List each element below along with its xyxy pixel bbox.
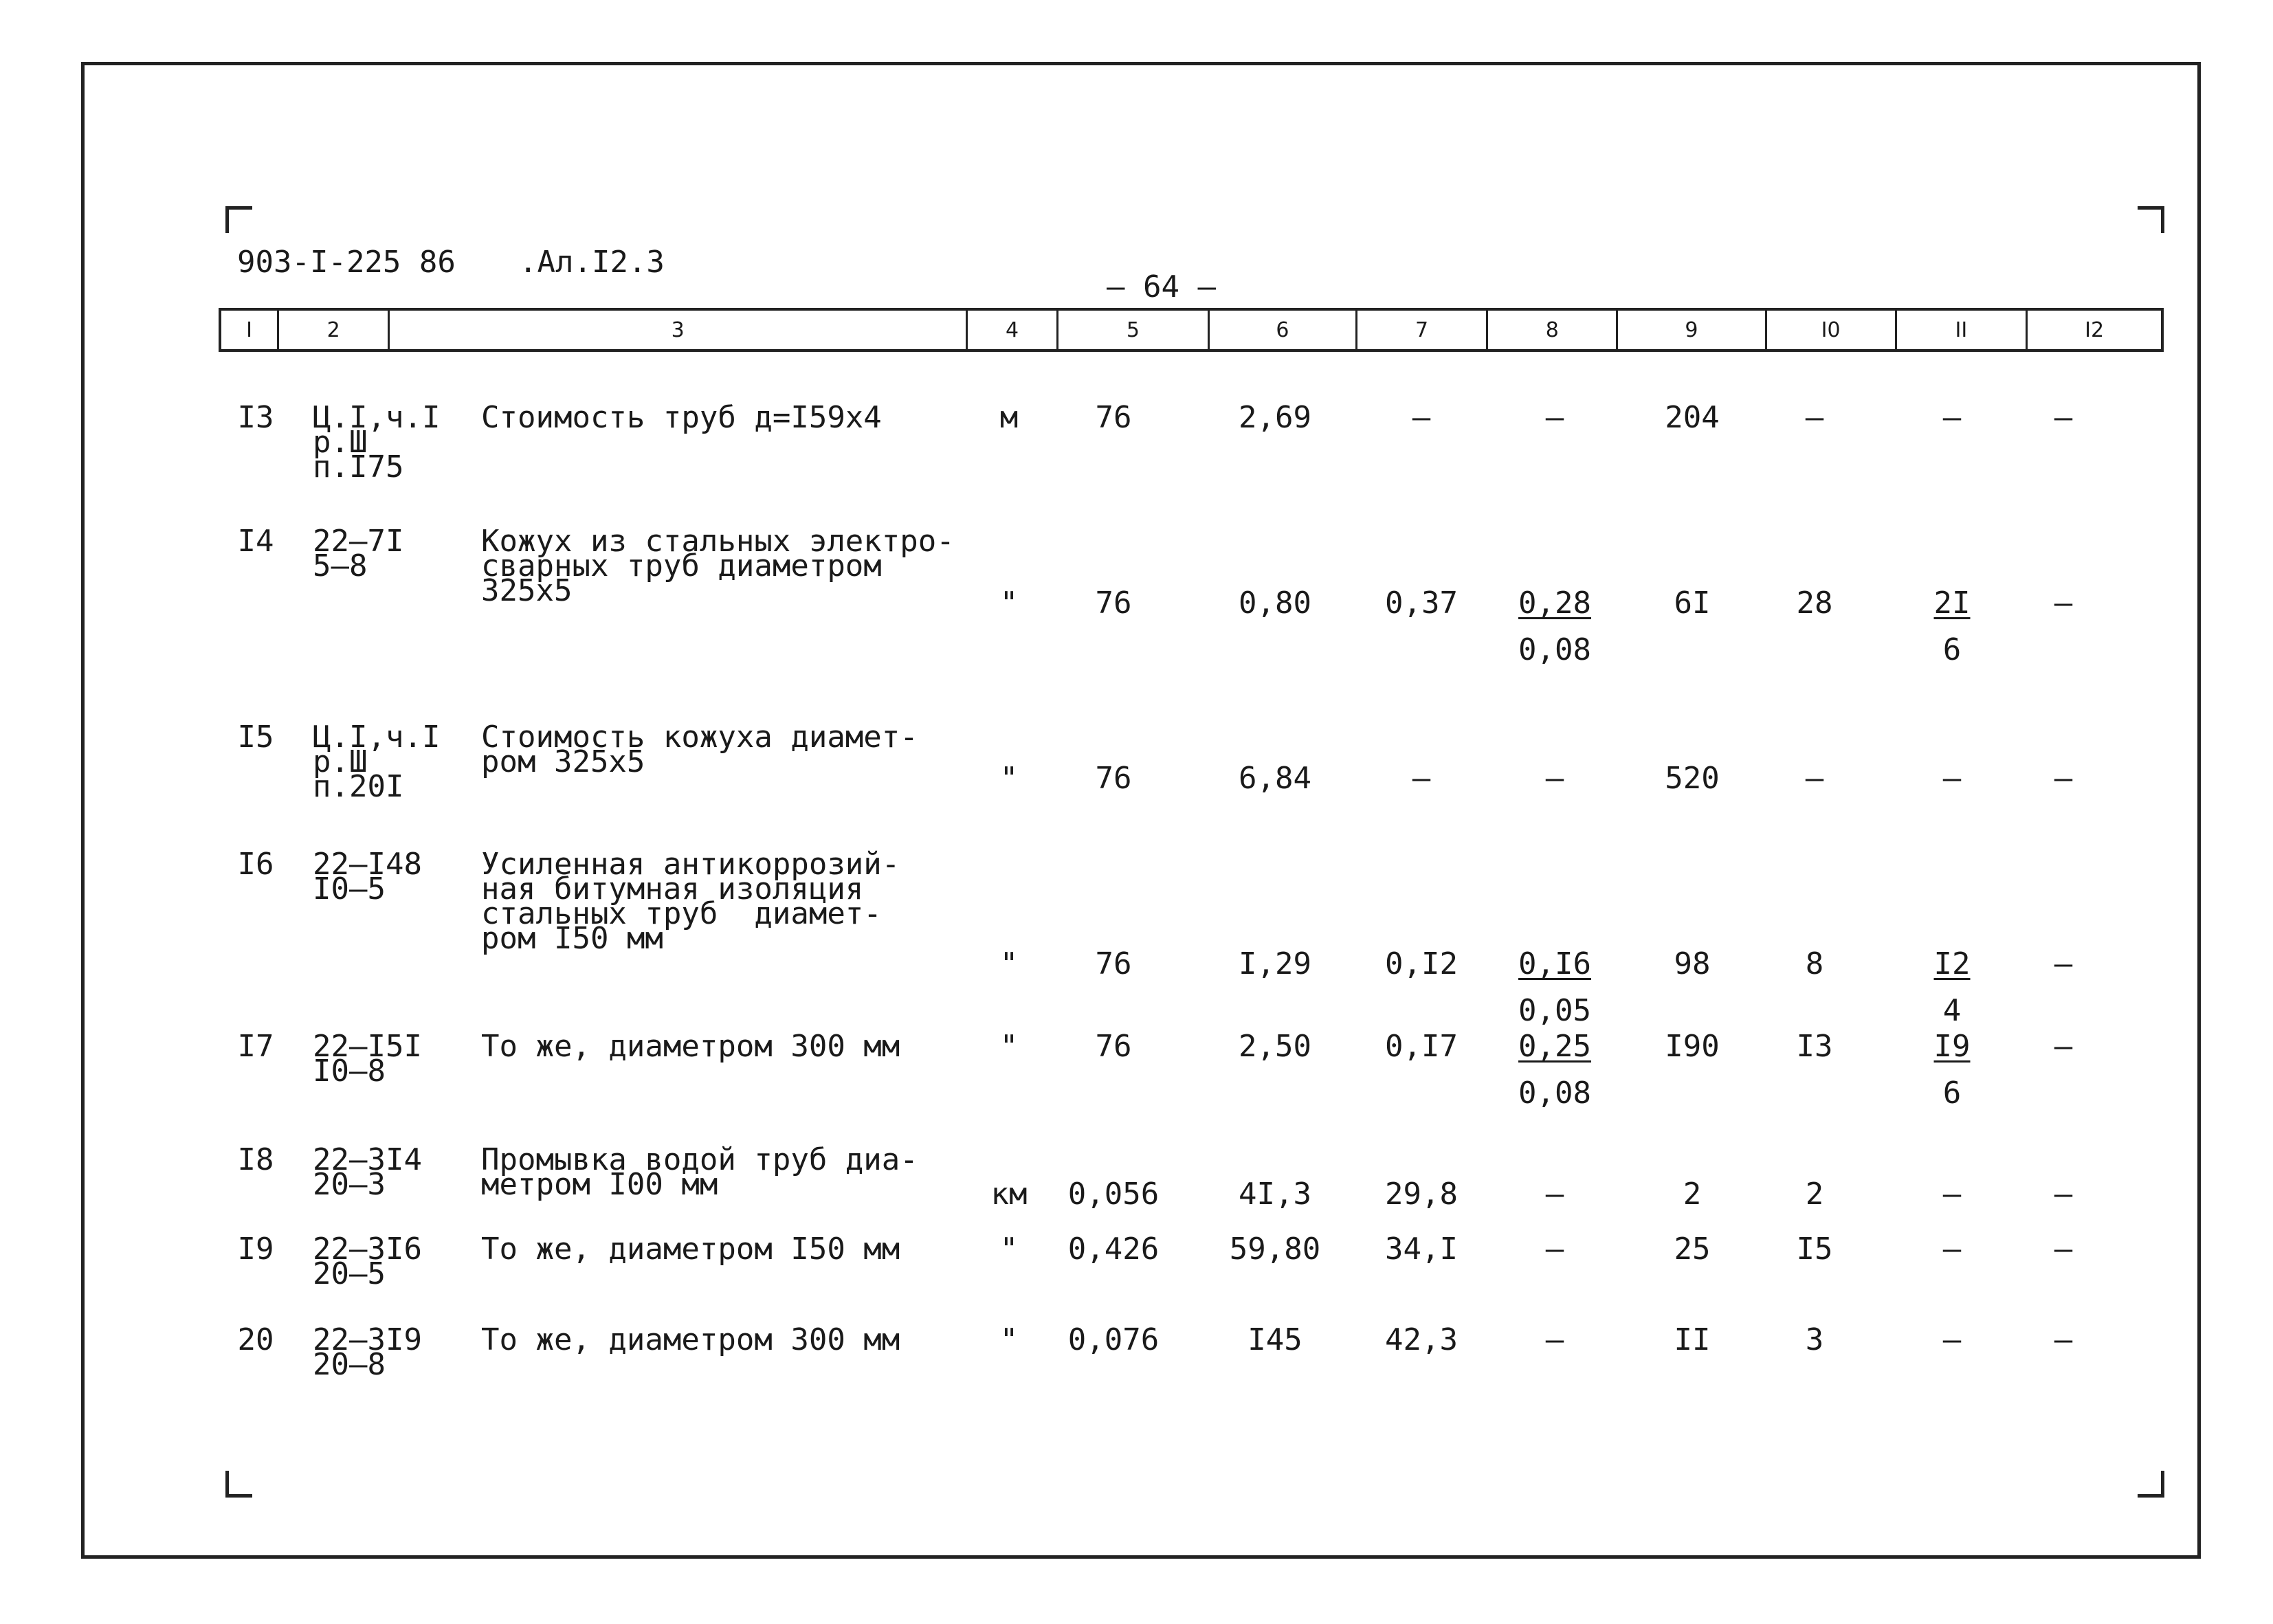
wage-cost-cell: 34,I	[1385, 1232, 1458, 1267]
column-header: I2	[2085, 318, 2105, 342]
column-header: 3	[390, 311, 968, 349]
unit-cost-cell: 4I,3	[1239, 1177, 1311, 1212]
wage-cost-cell: 0,37	[1385, 586, 1458, 621]
total-machine-wage-cell: 6	[1942, 632, 1962, 667]
total-wage-cell: 3	[1805, 1322, 1824, 1357]
quantity-cell: 76	[1095, 1029, 1132, 1064]
machine-cost-cell: –	[1545, 1322, 1564, 1357]
unit-cost-cell: 59,80	[1229, 1232, 1321, 1267]
total-machine-cell: –	[1942, 761, 1962, 796]
unit-cost-cell: 6,84	[1239, 761, 1311, 796]
wage-cost-cell: 29,8	[1385, 1177, 1458, 1212]
total-machine-cell: I9	[1933, 1029, 1971, 1064]
total-machine-wage-cell: 6	[1942, 1076, 1962, 1111]
total-machine-cell: –	[1942, 1322, 1962, 1357]
work-description: То же, диаметром I50 мм	[481, 1232, 900, 1267]
wage-cost-cell: –	[1412, 400, 1431, 435]
unit-of-measure: "	[999, 1322, 1019, 1357]
row-number: I4	[237, 524, 274, 559]
corner-mark-bottom-right	[2138, 1471, 2164, 1498]
quantity-cell: 0,426	[1067, 1232, 1160, 1267]
wage-cost-cell: 0,I2	[1385, 946, 1458, 981]
row-number: I7	[237, 1029, 274, 1064]
total-wage-cell: 8	[1805, 946, 1824, 981]
machine-cost-cell: 0,25	[1518, 1029, 1591, 1064]
machine-cost-cell: –	[1545, 761, 1564, 796]
work-description: То же, диаметром 300 мм	[481, 1322, 900, 1357]
unit-of-measure: "	[999, 946, 1019, 981]
total-machine-cell: –	[1942, 1232, 1962, 1267]
work-description: Стоимость кожуха диамет- ром 325х5	[481, 720, 918, 779]
column-header: I	[221, 311, 279, 349]
machine-cost-cell: –	[1545, 1232, 1564, 1267]
quantity-cell: 76	[1095, 946, 1132, 981]
work-description: Кожух из стальных электро- сварных труб диаметром 325х5	[481, 524, 955, 608]
extra-cell: –	[2054, 400, 2073, 435]
total-cost-cell: 98	[1674, 946, 1711, 981]
corner-mark-bottom-left	[225, 1471, 252, 1498]
rate-code: 22–7I 5–8	[313, 524, 404, 583]
extra-cell: –	[2054, 1029, 2073, 1064]
document-code: 903-I-225 86	[237, 245, 456, 280]
corner-mark-top-left	[225, 206, 252, 233]
total-cost-cell: 520	[1665, 761, 1720, 796]
extra-cell: –	[2054, 761, 2073, 796]
unit-of-measure: м	[999, 400, 1019, 435]
total-cost-cell: I90	[1665, 1029, 1720, 1064]
total-cost-cell: 25	[1674, 1232, 1711, 1267]
row-number: 20	[237, 1322, 274, 1357]
quantity-cell: 76	[1095, 586, 1132, 621]
total-wage-cell: –	[1805, 761, 1824, 796]
total-machine-wage-cell: 4	[1942, 993, 1962, 1028]
total-wage-cell: I5	[1796, 1232, 1833, 1267]
row-number: I5	[237, 720, 274, 755]
total-wage-cell: 2	[1805, 1177, 1824, 1212]
work-description: То же, диаметром 300 мм	[481, 1029, 900, 1064]
row-number: I6	[237, 847, 274, 882]
machine-wage-cell: 0,05	[1518, 993, 1591, 1028]
column-header: I0	[1767, 311, 1897, 349]
total-machine-cell: –	[1942, 1177, 1962, 1212]
rate-code: 22–I5I I0–8	[313, 1029, 422, 1089]
machine-cost-cell: 0,I6	[1518, 946, 1591, 981]
total-cost-cell: 204	[1665, 400, 1720, 435]
machine-cost-cell: –	[1545, 400, 1564, 435]
column-header: 4	[968, 311, 1058, 349]
quantity-cell: 0,076	[1067, 1322, 1160, 1357]
machine-cost-cell: 0,28	[1518, 586, 1591, 621]
total-machine-cell: 2I	[1933, 586, 1971, 621]
total-wage-cell: 28	[1796, 586, 1833, 621]
row-number: I3	[237, 400, 274, 435]
extra-cell: –	[2054, 1232, 2073, 1267]
sheet-reference: .Ал.I2.3	[519, 245, 665, 280]
total-machine-cell: –	[1942, 400, 1962, 435]
unit-cost-cell: 0,80	[1239, 586, 1311, 621]
total-cost-cell: 6I	[1674, 586, 1711, 621]
wage-cost-cell: 42,3	[1385, 1322, 1458, 1357]
work-description: Стоимость труб д=I59х4	[481, 400, 882, 435]
wage-cost-cell: 0,I7	[1385, 1029, 1458, 1064]
total-machine-cell: I2	[1933, 946, 1971, 981]
total-wage-cell: I3	[1796, 1029, 1833, 1064]
column-header: II	[1897, 311, 2028, 349]
extra-cell: –	[2054, 946, 2073, 981]
rate-code: 22–3I9 20–8	[313, 1322, 422, 1382]
extra-cell: –	[2054, 1322, 2073, 1357]
column-header: 9	[1618, 311, 1766, 349]
wage-cost-cell: –	[1412, 761, 1431, 796]
unit-of-measure: "	[999, 761, 1019, 796]
corner-mark-top-right	[2138, 206, 2164, 233]
rate-code: 22–3I4 20–3	[313, 1142, 422, 1202]
row-number: I9	[237, 1232, 274, 1267]
column-header: 6	[1210, 311, 1357, 349]
extra-cell: –	[2054, 1177, 2073, 1212]
machine-cost-cell: –	[1545, 1177, 1564, 1212]
unit-of-measure: "	[999, 1029, 1019, 1064]
rate-code: Ц.I,ч.I р.Ш п.I75	[313, 400, 441, 485]
row-number: I8	[237, 1142, 274, 1177]
unit-of-measure: "	[999, 586, 1019, 621]
rate-code: 22–I48 I0–5	[313, 847, 422, 906]
column-header: 8	[1488, 311, 1618, 349]
total-cost-cell: II	[1674, 1322, 1711, 1357]
unit-cost-cell: I,29	[1239, 946, 1311, 981]
quantity-cell: 76	[1095, 400, 1132, 435]
unit-cost-cell: 2,50	[1239, 1029, 1311, 1064]
column-header-row	[219, 308, 2164, 352]
column-header: 7	[1357, 311, 1489, 349]
quantity-cell: 0,056	[1067, 1177, 1160, 1212]
extra-cell: –	[2054, 586, 2073, 621]
total-cost-cell: 2	[1683, 1177, 1702, 1212]
unit-of-measure: "	[999, 1232, 1019, 1267]
total-wage-cell: –	[1805, 400, 1824, 435]
work-description: Усиленная антикоррозий- ная битумная изоляция стальных труб диамет- ром I50 мм	[481, 847, 900, 956]
page-number: — 64 —	[1107, 269, 1216, 304]
machine-wage-cell: 0,08	[1518, 632, 1591, 667]
machine-wage-cell: 0,08	[1518, 1076, 1591, 1111]
unit-of-measure: км	[990, 1177, 1028, 1212]
column-header: 5	[1058, 311, 1210, 349]
unit-cost-cell: I45	[1248, 1322, 1302, 1357]
rate-code: Ц.I,ч.I р.Ш п.20I	[313, 720, 441, 804]
unit-cost-cell: 2,69	[1239, 400, 1311, 435]
column-header: 2	[279, 311, 390, 349]
rate-code: 22–3I6 20–5	[313, 1232, 422, 1291]
quantity-cell: 76	[1095, 761, 1132, 796]
work-description: Промывка водой труб диа- метром I00 мм	[481, 1142, 918, 1202]
